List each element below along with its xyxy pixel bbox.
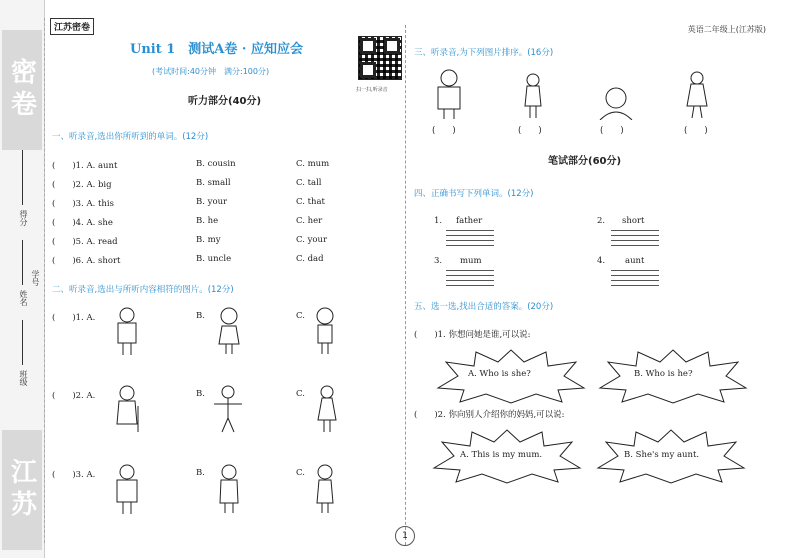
- s1-q4-b: B. he: [196, 216, 219, 226]
- s4-word-2: short: [622, 216, 645, 226]
- s1-q5: ( )5. A. read: [52, 237, 118, 247]
- s4-word-3: mum: [460, 256, 482, 266]
- s1-q2-c: C. tall: [296, 178, 322, 188]
- s4-word-1: father: [456, 216, 483, 226]
- s1-q3-c: C. that: [296, 197, 325, 207]
- s4-num-4: 4.: [597, 256, 606, 266]
- s1-q1-c: C. mum: [296, 159, 330, 169]
- page-number: 1: [395, 526, 415, 546]
- s1-q2-b: B. small: [196, 178, 231, 188]
- exam-info: (考试时间:40分钟 满分:100分): [152, 67, 270, 76]
- underline: [22, 320, 23, 365]
- s5-q1-b[interactable]: B. Who is he?: [634, 369, 693, 379]
- writing-line[interactable]: [611, 230, 659, 231]
- grandma-figure: [112, 384, 142, 434]
- label-id: 学号: [31, 270, 40, 286]
- s5-q2-a[interactable]: A. This is my mum.: [460, 450, 543, 460]
- s4-num-2: 2.: [597, 216, 606, 226]
- father-figure: [112, 463, 142, 515]
- section4-title: 四、正确书写下列单词。(12分): [414, 189, 534, 199]
- girl-figure: [214, 306, 244, 356]
- woman-figure: [312, 384, 342, 434]
- s2-q1: ( )1. A.: [52, 313, 96, 323]
- s4-num-3: 3.: [434, 256, 443, 266]
- s2-q1-c: C.: [296, 311, 305, 321]
- s1-q6: ( )6. A. short: [52, 256, 121, 266]
- s1-q3-b: B. your: [196, 197, 228, 207]
- old-woman-figure: [214, 463, 244, 515]
- order-blank-3[interactable]: ( ): [600, 126, 624, 136]
- s4-word-4: aunt: [625, 256, 645, 266]
- dancer-figure: [682, 70, 712, 120]
- qr-caption: 扫一扫,听录音: [356, 87, 388, 93]
- s1-q5-b: B. my: [196, 235, 221, 245]
- strip-top-block: 密卷: [2, 30, 42, 150]
- section3-title: 三、听录音,为下列图片排序。(16分): [414, 48, 554, 58]
- brand-logo: 江苏密卷: [50, 18, 94, 35]
- s2-q3: ( )3. A.: [52, 470, 96, 480]
- label-class: 班级: [19, 370, 28, 386]
- s1-q6-b: B. uncle: [196, 254, 232, 264]
- underline: [22, 150, 23, 205]
- order-blank-4[interactable]: ( ): [684, 126, 708, 136]
- binding-strip: [0, 0, 45, 558]
- order-blank-2[interactable]: ( ): [518, 126, 542, 136]
- boy-figure: [310, 306, 340, 356]
- grandpa-figure: [432, 68, 466, 120]
- section1-title: 一、听录音,选出你所听到的单词。(12分): [52, 132, 209, 142]
- section5-title: 五、选一选,找出合适的答案。(20分): [414, 302, 554, 312]
- cut-line: [44, 18, 45, 543]
- writing-line[interactable]: [611, 270, 659, 271]
- lady-figure: [310, 463, 340, 515]
- writing-line[interactable]: [446, 230, 494, 231]
- s1-q5-c: C. your: [296, 235, 328, 245]
- s1-q4-c: C. her: [296, 216, 323, 226]
- child-figure: [518, 72, 548, 120]
- page-title: Unit 1 测试A卷 · 应知应会: [130, 42, 303, 57]
- underline: [22, 240, 23, 285]
- s2-q3-b: B.: [196, 468, 205, 478]
- order-blank-1[interactable]: ( ): [432, 126, 456, 136]
- writing-line[interactable]: [446, 270, 494, 271]
- s1-q3: ( )3. A. this: [52, 199, 114, 209]
- s5-q2-b[interactable]: B. She's my aunt.: [624, 450, 700, 460]
- uncle-portrait: [596, 86, 636, 120]
- man-figure: [112, 306, 142, 356]
- s1-q4: ( )4. A. she: [52, 218, 113, 228]
- s2-q2: ( )2. A.: [52, 391, 96, 401]
- label-score: 得分: [19, 210, 28, 226]
- s2-q3-c: C.: [296, 468, 305, 478]
- s5-q2: ( )2. 你向别人介绍你的妈妈,可以说:: [414, 410, 565, 420]
- s2-q1-b: B.: [196, 311, 205, 321]
- label-name: 姓名: [19, 290, 28, 306]
- s1-q6-c: C. dad: [296, 254, 324, 264]
- strip-bottom-block: 江苏: [2, 430, 42, 550]
- writing-title: 笔试部分(60分): [548, 156, 622, 167]
- column-divider: [405, 25, 406, 545]
- s2-q2-c: C.: [296, 389, 305, 399]
- s1-q1-b: B. cousin: [196, 159, 236, 169]
- s1-q1: ( )1. A. aunt: [52, 161, 118, 171]
- s5-q1: ( )1. 你想问她是谁,可以说:: [414, 330, 531, 340]
- s1-q2: ( )2. A. big: [52, 180, 112, 190]
- tall-girl-figure: [210, 384, 246, 434]
- s4-num-1: 1.: [434, 216, 443, 226]
- s5-q1-a[interactable]: A. Who is she?: [468, 369, 531, 379]
- listening-title: 听力部分(40分): [188, 96, 262, 107]
- book-label: 英语二年级上(江苏版): [687, 25, 766, 34]
- section2-title: 二、听录音,选出与所听内容相符的图片。(12分): [52, 285, 234, 295]
- qr-code[interactable]: [358, 36, 402, 80]
- s2-q2-b: B.: [196, 389, 205, 399]
